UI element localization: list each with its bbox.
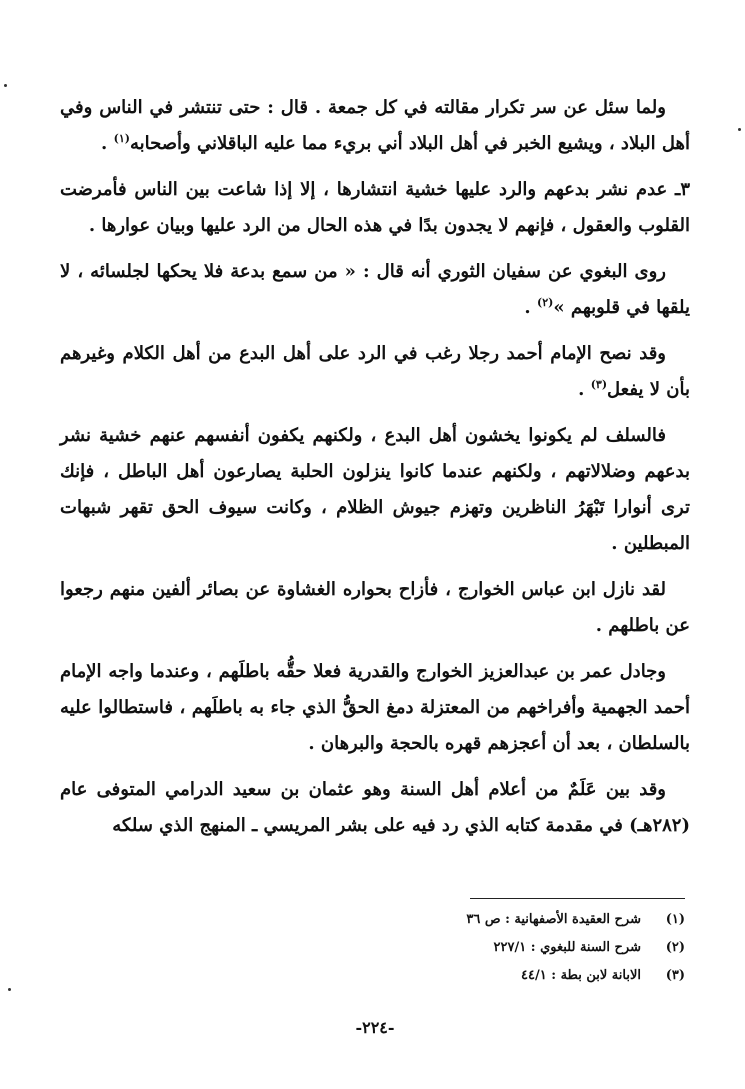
footnote-ref-2: (٢) bbox=[536, 296, 554, 309]
paragraph-tail: . bbox=[578, 379, 591, 400]
scan-speck bbox=[8, 988, 11, 991]
paragraph-tail: . bbox=[101, 133, 114, 154]
footnote-text: الابانة لابن بطة : ٤٤/١ bbox=[521, 968, 641, 983]
paragraph-5 bbox=[60, 418, 690, 562]
footnote-ref-1: (١) bbox=[113, 132, 130, 145]
paragraph-7 bbox=[60, 654, 690, 762]
paragraph-2 bbox=[60, 172, 690, 244]
footnote-3 bbox=[330, 962, 685, 990]
paragraph-text: وقد بين عَلَمٌ من أعلام أهل السنة وهو عثمان بن سعيد الدرامي المتوفى عام (٢٨٢هـ) في مقدمة كتابه الذي رد فيه على بشر المريسي ـ المنهج الذي سلكه bbox=[60, 779, 690, 836]
footnote-separator bbox=[470, 898, 685, 899]
footnote-number: (٢) bbox=[665, 940, 685, 955]
footnote-number: (١) bbox=[665, 912, 685, 927]
paragraph-8 bbox=[60, 772, 690, 844]
footnote-text: شرح العقيدة الأصفهانية : ص ٣٦ bbox=[466, 912, 641, 927]
footnote-1 bbox=[330, 906, 685, 934]
scan-speck bbox=[4, 84, 7, 87]
paragraph-text: روى البغوي عن سفيان الثوري أنه قال : « من سمع بدعة فلا يحكها لجلسائه ، لا يلقها في قلوبهم » bbox=[60, 261, 690, 318]
paragraph-3 bbox=[60, 254, 690, 326]
paragraph-tail: . bbox=[524, 297, 537, 318]
footnote-text: شرح السنة للبغوي : ٢٢٧/١ bbox=[493, 940, 641, 955]
footnote-number: (٣) bbox=[665, 968, 685, 983]
page-number: -٢٢٤- bbox=[355, 1018, 395, 1037]
paragraph-text: لقد نازل ابن عباس الخوارج ، فأزاح بحواره الغشاوة عن بصائر ألفين منهم رجعوا عن باطلهم . bbox=[60, 579, 690, 636]
paragraph-text: وجادل عمر بن عبدالعزيز الخوارج والقدرية فعلا حقُّه باطلَهم ، وعندما واجه الإمام أحمد الجهمية وأفراخهم من المعتزلة دمغ الحقُّ الذي جاء به باطلَهم ، فاستطالوا عليه بالسلطان ، بعد أن أعجزهم قهره بالحجة والبرهان . bbox=[60, 661, 690, 754]
footnote-2 bbox=[330, 934, 685, 962]
paragraph-text: ٣ـ عدم نشر بدعهم والرد عليها خشية انتشارها ، إلا إذا شاعت بين الناس فأمرضت القلوب والعقول ، فإنهم لا يجدون بدًا في هذه الحال من الرد عليها وبيان عوارها . bbox=[60, 179, 690, 236]
scan-speck bbox=[738, 128, 741, 131]
paragraph-6 bbox=[60, 572, 690, 644]
paragraph-text: وقد نصح الإمام أحمد رجلا رغب في الرد على أهل البدع من أهل الكلام وغيرهم بأن لا يفعل bbox=[60, 343, 690, 400]
page-body bbox=[60, 90, 690, 854]
paragraph-text: فالسلف لم يكونوا يخشون أهل البدع ، ولكنهم يكفون أنفسهم عنهم خشية نشر بدعهم وضلالاتهم ، ولكنهم عندما كانوا ينزلون الحلبة يصارعون أهل الباطل ، فإنك ترى أنوارا تَبْهَرُ الناظرين وتهزم جيوش الظلام ، وكانت سيوف الحق تقهر شبهات المبطلين . bbox=[60, 425, 690, 554]
footnotes bbox=[330, 906, 685, 990]
footnote-ref-3: (٣) bbox=[590, 378, 608, 391]
paragraph-text: ولما سئل عن سر تكرار مقالته في كل جمعة . قال : حتى تنتشر في الناس وفي أهل البلاد ، ويشيع الخبر في أهل البلاد أني بريء مما عليه الباقلاني وأصحابه bbox=[60, 97, 690, 154]
paragraph-4 bbox=[60, 336, 690, 408]
paragraph-1 bbox=[60, 90, 690, 162]
